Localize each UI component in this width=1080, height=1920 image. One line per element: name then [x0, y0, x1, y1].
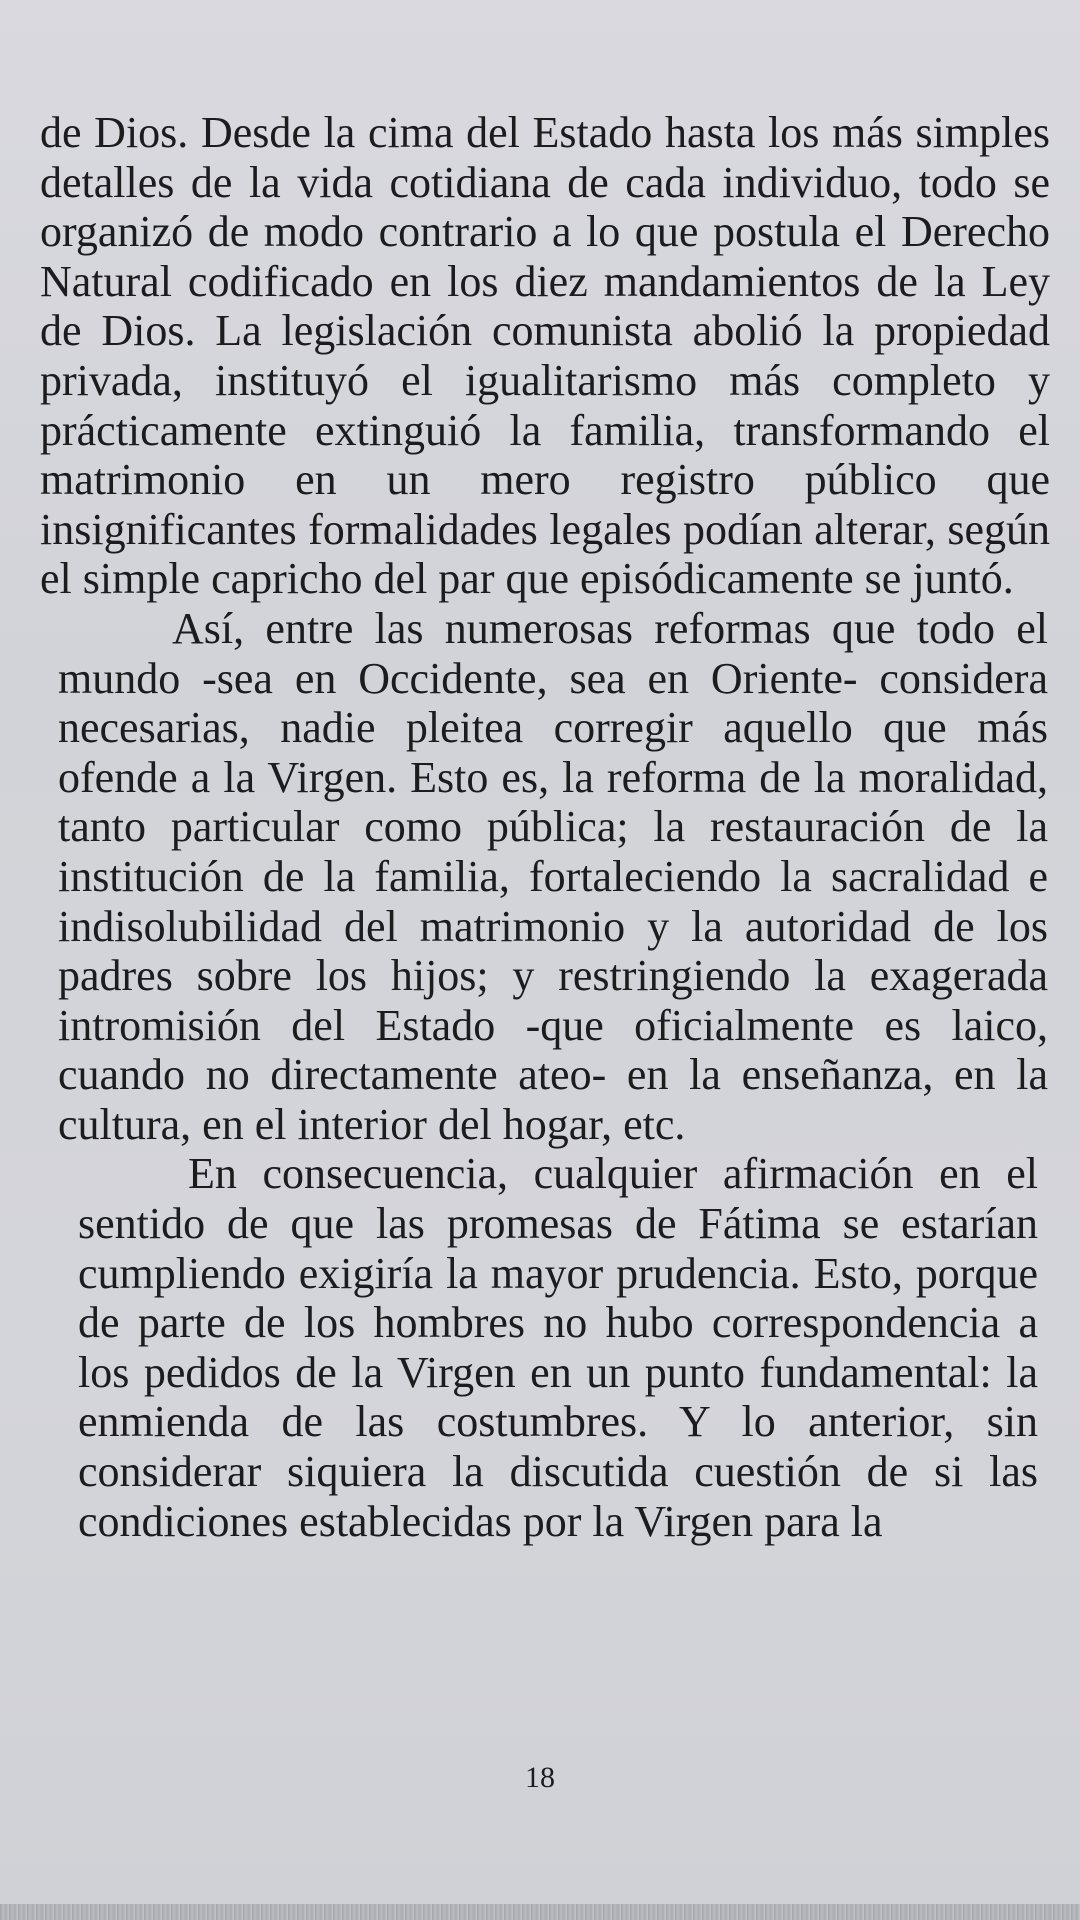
page-number: 18	[525, 1761, 555, 1794]
paragraph-1: de Dios. Desde la cima del Estado hasta los más simples detalles de la vida cotidiana de cada individuo, todo se organizó de modo contrario a lo que postula el Derecho Natural codificado en los diez mandamientos de la Ley de Dios. La legislación comunista abolió la propiedad privada, instituyó el igualitarismo más completo y prácticamente extinguió la familia, transformando el matrimonio en un mero registro público que insignificantes formalidades legales podían alterar, según el simple capricho del par que episódicamente se juntó.	[40, 108, 1050, 604]
page-edge-texture	[0, 1904, 1080, 1920]
paragraph-3: En consecuencia, cualquier afirmación en el sentido de que las promesas de Fátima se estarían cumpliendo exigiría la mayor prudencia. Esto, porque de parte de los hombres no hubo correspondencia a los pedidos de la Virgen en un punto fundamental: la enmienda de las costumbres. Y lo anterior, sin considerar siquiera la discutida cuestión de si las condiciones establecidas por la Virgen para la	[78, 1149, 1038, 1546]
body-text	[40, 108, 1050, 1546]
paragraph-2: Así, entre las numerosas reformas que todo el mundo -sea en Occidente, sea en Oriente- considera necesarias, nadie pleitea corregir aquello que más ofende a la Virgen. Esto es, la reforma de la moralidad, tanto particular como pública; la restauración de la institución de la familia, fortaleciendo la sacralidad e indisolubilidad del matrimonio y la autoridad de los padres sobre los hijos; y restringiendo la exagerada intromisión del Estado -que oficialmente es laico, cuando no directamente ateo- en la enseñanza, en la cultura, en el interior del hogar, etc.	[58, 603, 1048, 1149]
